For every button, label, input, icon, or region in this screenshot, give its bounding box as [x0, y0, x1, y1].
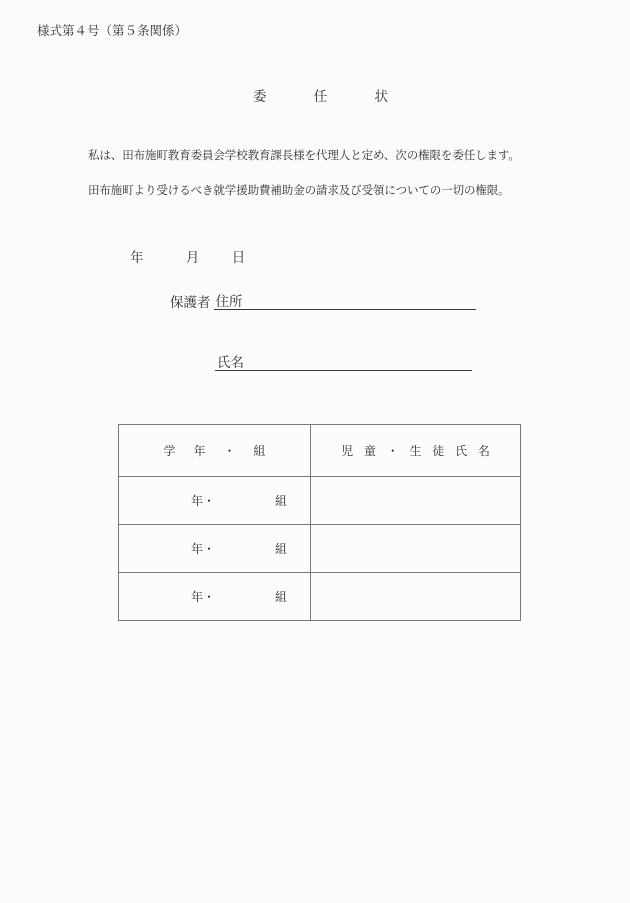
date-day-label: 日	[231, 250, 246, 265]
name-underline-field	[215, 355, 472, 371]
date-month-label: 月	[185, 250, 200, 265]
table-row-2-year-label: 年・	[191, 542, 216, 556]
table-row-3-grade-cell	[119, 573, 311, 620]
document-title: 委任状	[253, 89, 436, 104]
form-number: 様式第４号（第５条関係）	[37, 24, 188, 38]
guardian-address-line	[170, 294, 476, 310]
date-year-label: 年	[130, 250, 144, 265]
name-label: 氏名	[217, 355, 244, 370]
body-paragraph-authority: 田布施町より受けるべき就学援助費補助金の請求及び受領についての一切の権限。	[88, 185, 510, 197]
guardian-name-line	[215, 355, 472, 371]
table-row-1-class-label: 組	[275, 494, 288, 508]
table-row-1-grade-cell	[119, 477, 311, 525]
table-row-2-grade-cell	[119, 525, 311, 573]
table-header-student-name-label: 児童・生徒氏名	[341, 444, 501, 458]
table-row-3-year-label: 年・	[191, 590, 216, 604]
table-row-2-student-name-cell	[311, 525, 520, 573]
table-header-grade-class	[119, 425, 311, 477]
table-row-3-class-label: 組	[275, 590, 288, 604]
table-row-3-student-name-cell	[311, 573, 520, 620]
table-row-1-year-label: 年・	[191, 494, 216, 508]
table-row-2-class-label: 組	[275, 542, 288, 556]
table-row-1-student-name-cell	[311, 477, 520, 525]
address-underline-field	[214, 294, 476, 310]
guardian-label: 保護者	[170, 295, 211, 310]
address-label: 住所	[215, 294, 243, 309]
student-table	[118, 424, 521, 621]
date-line	[130, 246, 245, 266]
body-paragraph-delegation: 私は、田布施町教育委員会学校教育課長様を代理人と定め、次の権限を委任します。	[88, 150, 520, 162]
table-header-student-name	[311, 425, 520, 477]
table-header-grade-class-label: 学年・組	[163, 444, 284, 458]
